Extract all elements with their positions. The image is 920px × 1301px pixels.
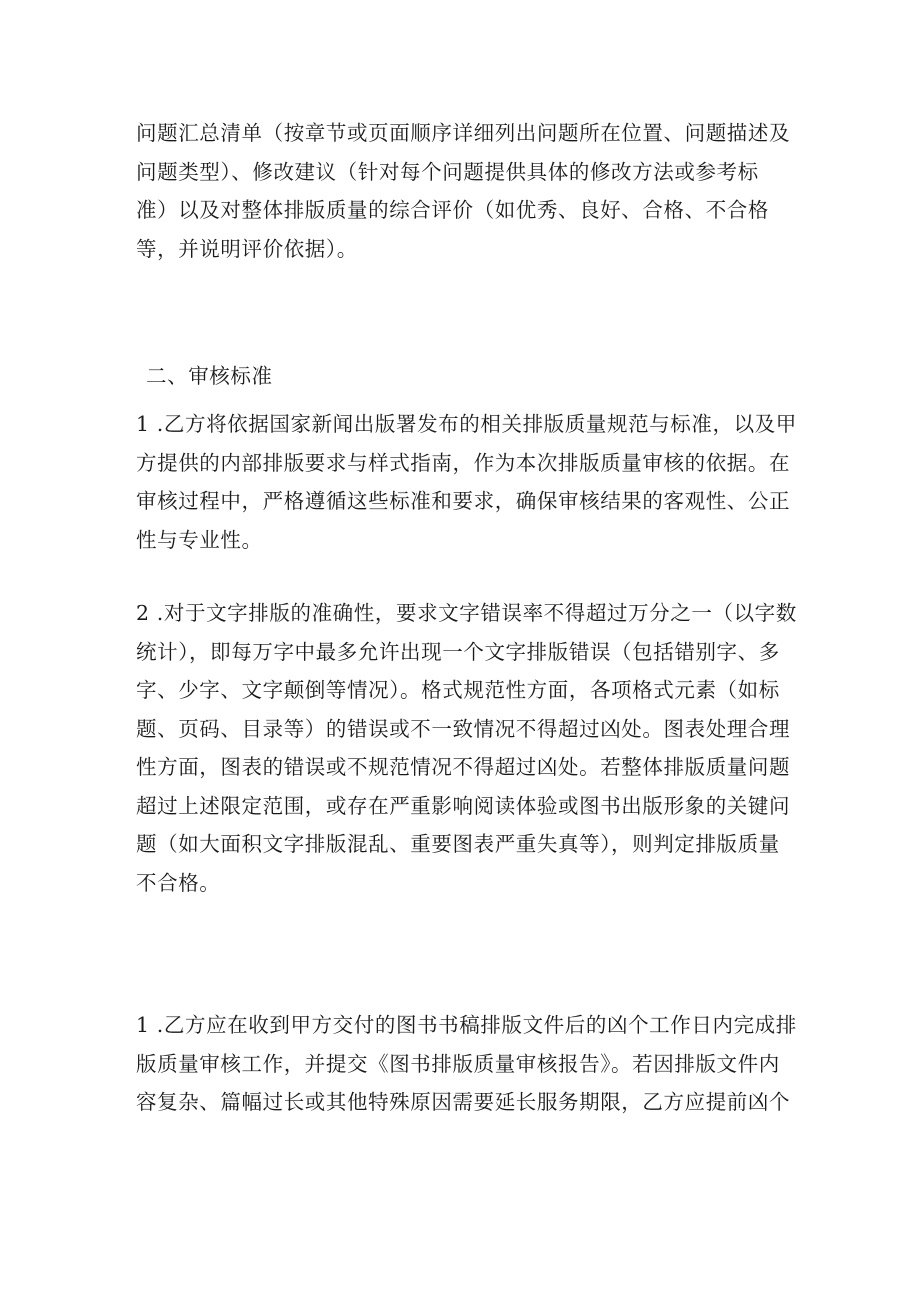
paragraph-line: 容复杂、篇幅过长或其他特殊原因需要延长服务期限，乙方应提前凶个 bbox=[136, 1090, 791, 1114]
section-heading: 二、审核标准 bbox=[146, 364, 273, 388]
paragraph-line: 等，并说明评价依据）。 bbox=[136, 236, 358, 261]
paragraph-line: 字、少字、文字颠倒等情况）。格式规范性方面，各项格式元素（如标 bbox=[136, 678, 780, 702]
paragraph-line: 超过上述限定范围，或存在严重影响阅读体验或图书出版形象的关键问 bbox=[136, 793, 791, 818]
paragraph-line: 2 .对于文字排版的准确性，要求文字错误率不得超过万分之一（以字数 bbox=[136, 601, 797, 625]
clause-2-paragraph bbox=[136, 594, 797, 902]
paragraph-line: 审核过程中，严格遵循这些标准和要求，确保审核结果的客观性、公正 bbox=[136, 489, 791, 513]
paragraph-line: 问题汇总清单（按章节或页面顺序详细列出问题所在位置、问题描述及 bbox=[136, 121, 791, 145]
paragraph-line: 方提供的内部排版要求与样式指南，作为本次排版质量审核的依据。在 bbox=[136, 450, 791, 475]
clause-1-paragraph bbox=[136, 405, 797, 559]
paragraph-line: 题、页码、目录等）的错误或不一致情况不得超过凶处。图表处理合理 bbox=[136, 716, 791, 741]
paragraph-line: 1 .乙方应在收到甲方交付的图书书稿排版文件后的凶个工作日内完成排 bbox=[136, 1013, 797, 1037]
paragraph-line: 问题类型）、修改建议（针对每个问题提供具体的修改方法或参考标 bbox=[136, 159, 759, 184]
paragraph-line: 不合格。 bbox=[136, 870, 221, 895]
paragraph-line: 性方面，图表的错误或不规范情况不得超过凶处。若整体排版质量问题 bbox=[136, 755, 791, 779]
paragraph-line: 1 .乙方将依据国家新闻出版署发布的相关排版质量规范与标准，以及甲 bbox=[136, 412, 797, 436]
paragraph-line: 题（如大面积文字排版混乱、重要图表严重失真等），则判定排版质量 bbox=[136, 832, 780, 856]
intro-paragraph bbox=[136, 114, 791, 268]
paragraph-line: 准）以及对整体排版质量的综合评价（如优秀、良好、合格、不合格 bbox=[136, 198, 769, 222]
paragraph-line: 统计），即每万字中最多允许出现一个文字排版错误（包括错别字、多 bbox=[136, 639, 780, 664]
paragraph-line: 版质量审核工作，并提交《图书排版质量审核报告》。若因排版文件内 bbox=[136, 1051, 780, 1076]
paragraph-line: 性与专业性。 bbox=[136, 527, 263, 552]
clause-3-paragraph bbox=[136, 1006, 797, 1122]
